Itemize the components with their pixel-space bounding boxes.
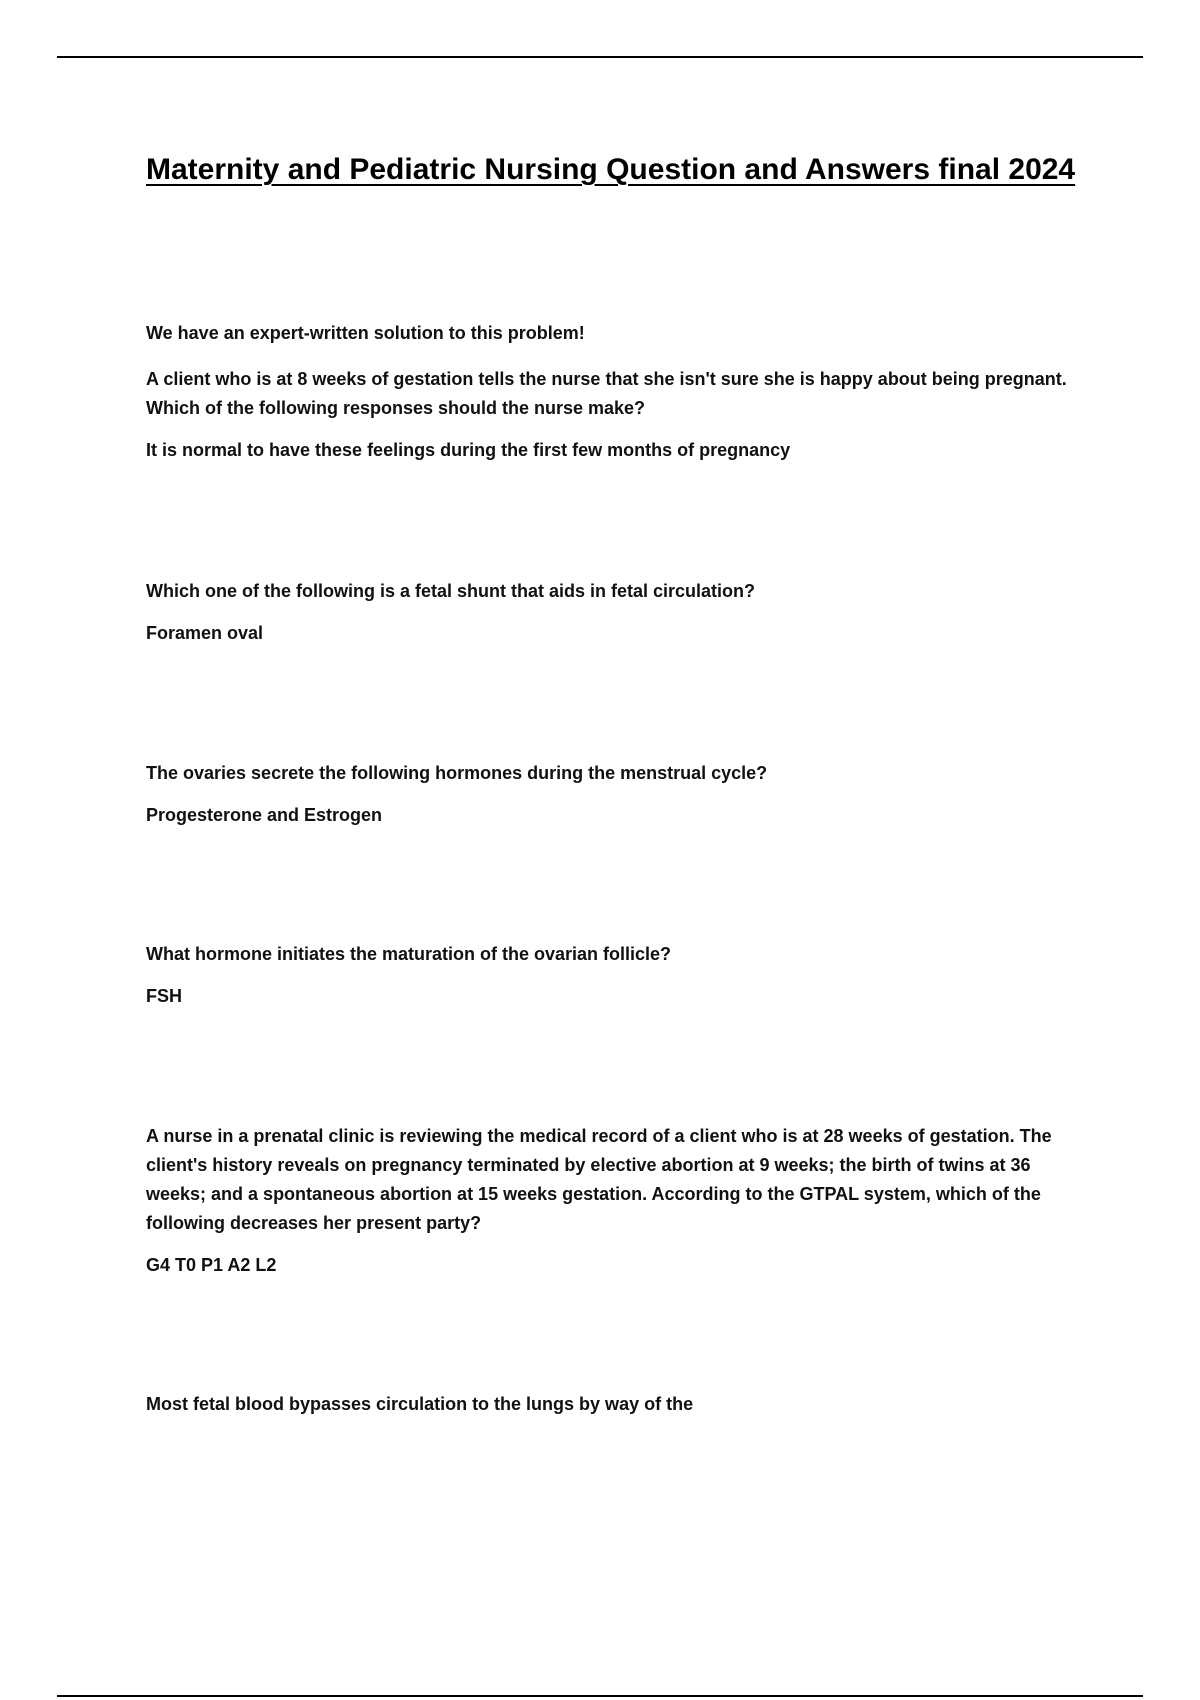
answer-text: G4 T0 P1 A2 L2: [146, 1255, 277, 1275]
page-title: Maternity and Pediatric Nursing Question and Answers final 2024: [146, 153, 1076, 186]
intro-text: We have an expert-written solution to this problem!: [146, 323, 585, 343]
answer-text: Foramen oval: [146, 623, 264, 643]
qa-item: [146, 1122, 1086, 1280]
intro-block: [146, 319, 1086, 348]
bottom-divider: [57, 1695, 1143, 1697]
answer-text: It is normal to have these feelings during the first few months of pregnancy: [146, 440, 791, 460]
qa-item: [146, 365, 1086, 465]
question-text: What hormone initiates the maturation of the ovarian follicle?: [146, 944, 672, 964]
answer-text: FSH: [146, 986, 182, 1006]
question-text: Which one of the following is a fetal shunt that aids in fetal circulation?: [146, 581, 756, 601]
question-text: A client who is at 8 weeks of gestation tells the nurse that she isn't sure she is happy about being pregnant. Which of the following responses should the nurse make?: [146, 369, 1067, 418]
question-text: A nurse in a prenatal clinic is reviewing the medical record of a client who is at 28 weeks of gestation. The client's history reveals on pregnancy terminated by elective abortion at 9 weeks; the birth of twins at 36 weeks; and a spontaneous abortion at 15 weeks gestation. According to the GTPAL system, which of the following decreases her present party?: [146, 1126, 1052, 1233]
answer-text: Progesterone and Estrogen: [146, 805, 383, 825]
top-divider: [57, 56, 1143, 58]
question-text: The ovaries secrete the following hormones during the menstrual cycle?: [146, 763, 768, 783]
question-text: Most fetal blood bypasses circulation to the lungs by way of the: [146, 1394, 694, 1414]
qa-item: [146, 577, 1086, 648]
qa-item: [146, 1390, 1086, 1419]
qa-item: [146, 940, 1086, 1011]
qa-item: [146, 759, 1086, 830]
